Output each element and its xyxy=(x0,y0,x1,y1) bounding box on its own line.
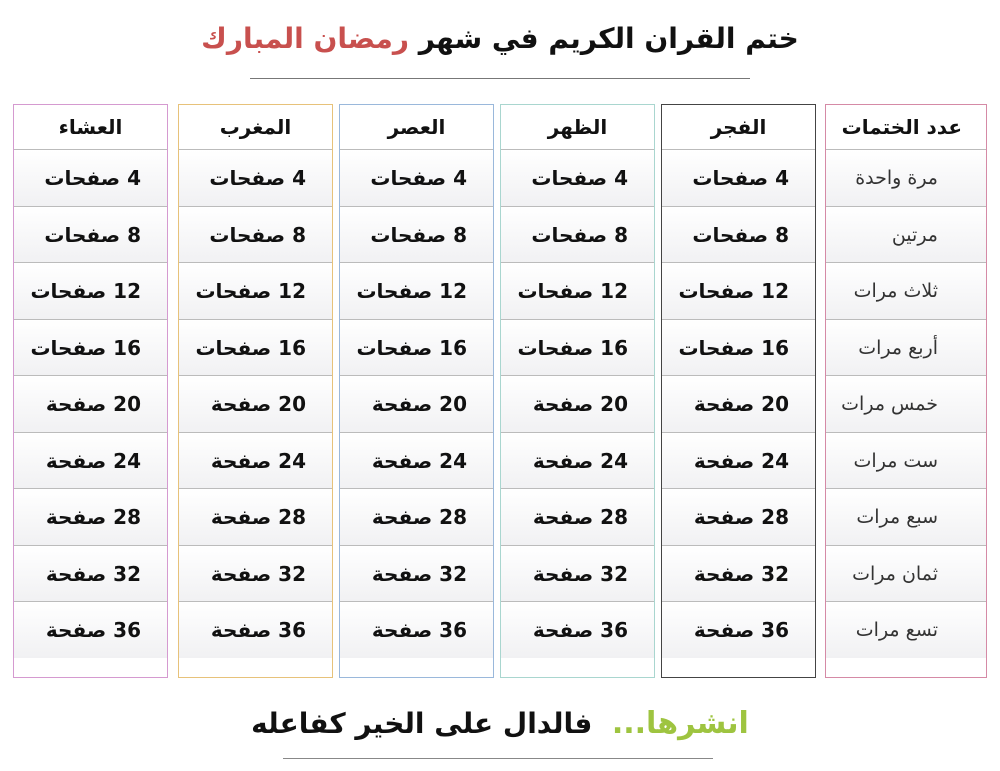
table-cell: 24 صفحة xyxy=(14,432,167,489)
title-divider xyxy=(250,78,750,79)
table-cell: 4 صفحات xyxy=(179,149,332,206)
table-cell: 12 صفحات xyxy=(501,262,654,319)
title-main: ختم القران الكريم في شهر xyxy=(418,22,799,55)
table-cell: 20 صفحة xyxy=(14,375,167,432)
column-asr xyxy=(339,104,494,678)
table-cell: 36 صفحة xyxy=(179,601,332,658)
page-title xyxy=(0,22,1000,55)
row-label: مرتين xyxy=(826,206,986,263)
column-maghrib xyxy=(178,104,333,678)
table-cell: 28 صفحة xyxy=(179,488,332,545)
table-cell: 8 صفحات xyxy=(340,206,493,263)
table-cell: 8 صفحات xyxy=(179,206,332,263)
table-cell: 20 صفحة xyxy=(501,375,654,432)
table-cell: 20 صفحة xyxy=(340,375,493,432)
column-header-maghrib: المغرب xyxy=(219,115,292,139)
table-cell: 32 صفحة xyxy=(340,545,493,602)
table-cell: 28 صفحة xyxy=(340,488,493,545)
row-label: خمس مرات xyxy=(826,375,986,432)
table-cell: 12 صفحات xyxy=(179,262,332,319)
title-accent: رمضان المبارك xyxy=(201,22,409,55)
table-cell: 16 صفحات xyxy=(14,319,167,376)
table-cell: 16 صفحات xyxy=(179,319,332,376)
table-cell: 8 صفحات xyxy=(662,206,815,263)
table-cell: 16 صفحات xyxy=(662,319,815,376)
column-header-fajr: الفجر xyxy=(710,115,767,139)
table-cell: 12 صفحات xyxy=(662,262,815,319)
column-count xyxy=(825,104,987,678)
table-cell: 36 صفحة xyxy=(501,601,654,658)
footer-text: فالدال على الخير كفاعله xyxy=(251,707,593,740)
table-cell: 36 صفحة xyxy=(340,601,493,658)
table-cell: 32 صفحة xyxy=(662,545,815,602)
row-label: أربع مرات xyxy=(826,319,986,376)
table-cell: 28 صفحة xyxy=(662,488,815,545)
table-cell: 8 صفحات xyxy=(14,206,167,263)
table-cell: 28 صفحة xyxy=(14,488,167,545)
column-header-isha: العشاء xyxy=(58,115,123,139)
row-label: سبع مرات xyxy=(826,488,986,545)
footer-divider xyxy=(283,758,713,759)
table-cell: 24 صفحة xyxy=(179,432,332,489)
table-cell: 32 صفحة xyxy=(179,545,332,602)
column-fajr xyxy=(661,104,816,678)
footer-message xyxy=(0,706,1000,741)
table-cell: 20 صفحة xyxy=(662,375,815,432)
table-cell: 32 صفحة xyxy=(501,545,654,602)
row-label: ست مرات xyxy=(826,432,986,489)
table-cell: 28 صفحة xyxy=(501,488,654,545)
table-cell: 24 صفحة xyxy=(662,432,815,489)
table-cell: 8 صفحات xyxy=(501,206,654,263)
table-cell: 20 صفحة xyxy=(179,375,332,432)
column-header-count: عدد الختمات xyxy=(841,115,962,139)
table-cell: 4 صفحات xyxy=(340,149,493,206)
column-header-asr: العصر xyxy=(387,115,446,139)
row-label: ثمان مرات xyxy=(826,545,986,602)
table-cell: 36 صفحة xyxy=(662,601,815,658)
table-cell: 4 صفحات xyxy=(662,149,815,206)
footer-share: انشرها... xyxy=(611,706,749,741)
column-isha xyxy=(13,104,168,678)
table-cell: 4 صفحات xyxy=(501,149,654,206)
table-cell: 12 صفحات xyxy=(14,262,167,319)
row-label: مرة واحدة xyxy=(826,149,986,206)
table-cell: 24 صفحة xyxy=(501,432,654,489)
column-header-dhuhr: الظهر xyxy=(547,115,608,139)
column-dhuhr xyxy=(500,104,655,678)
table-cell: 16 صفحات xyxy=(501,319,654,376)
table-cell: 24 صفحة xyxy=(340,432,493,489)
row-label: ثلاث مرات xyxy=(826,262,986,319)
table-cell: 32 صفحة xyxy=(14,545,167,602)
table-cell: 4 صفحات xyxy=(14,149,167,206)
table-cell: 36 صفحة xyxy=(14,601,167,658)
row-label: تسع مرات xyxy=(826,601,986,658)
table-cell: 12 صفحات xyxy=(340,262,493,319)
table-cell: 16 صفحات xyxy=(340,319,493,376)
